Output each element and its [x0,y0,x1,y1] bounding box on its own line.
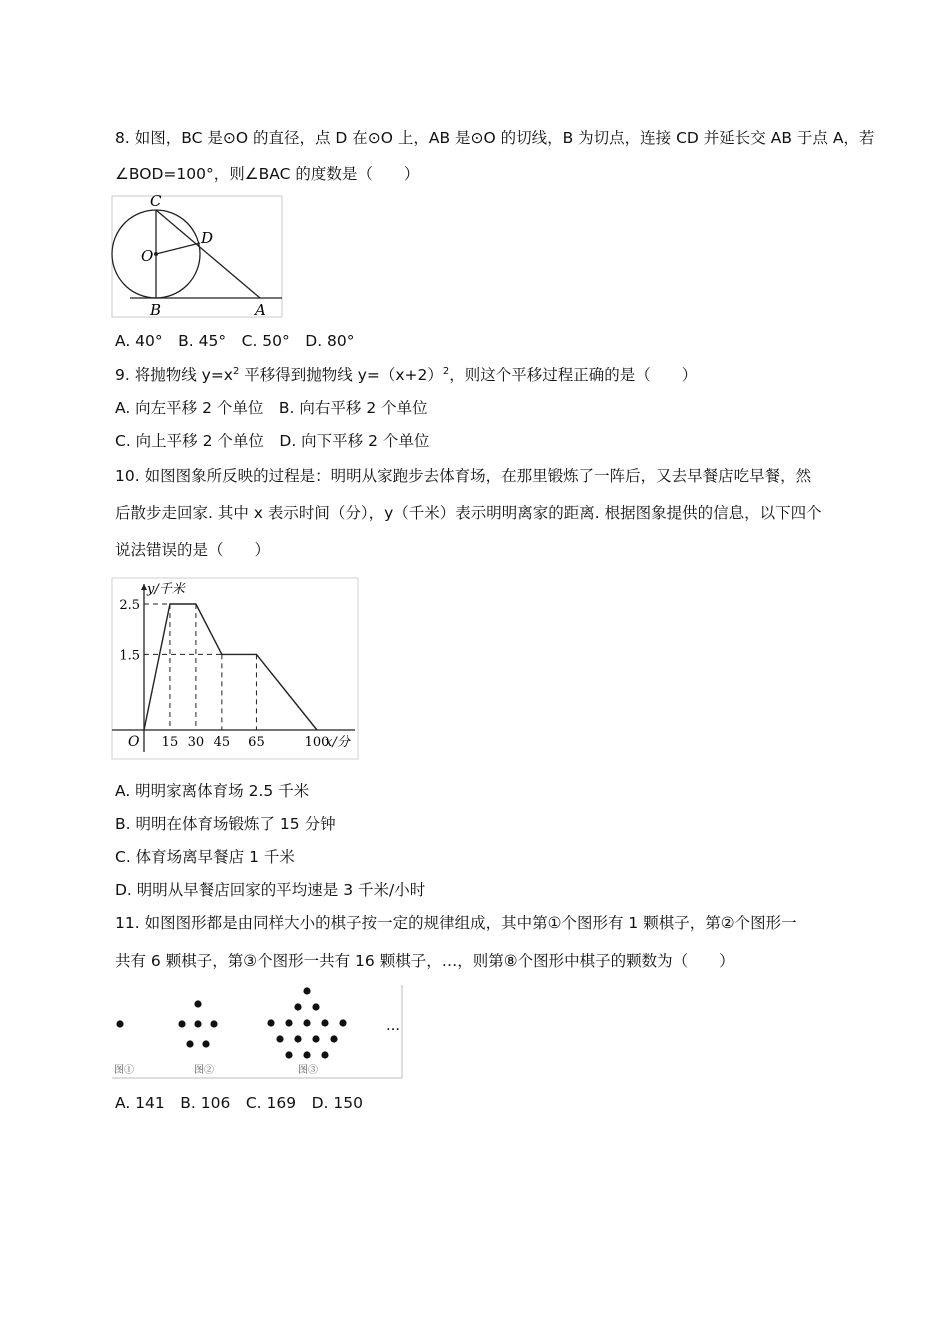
dot [178,1020,185,1027]
dot [186,1040,193,1047]
dot [312,1003,319,1010]
q10-option-a: A. 明明家离体育场 2.5 千米 [115,782,310,800]
q10-option-b: B. 明明在体育场锻炼了 15 分钟 [115,815,336,833]
dot [330,1035,337,1042]
chart-axes [112,584,355,752]
label-o: O [141,247,154,265]
y-axis-label: y/千米 [147,582,185,597]
caption-3: 图③ [298,1065,318,1076]
q11-stem-line1: 11. 如图图形都是由同样大小的棋子按一定的规律组成，其中第①个图形有 1 颗棋子，第②个图形一 [115,914,797,932]
q9-sup1: 2 [232,366,240,377]
caption-1: 图① [114,1065,134,1076]
q9-stem-b: 平移得到抛物线 y=（x+2） [239,366,443,384]
q8-options: A. 40° B. 45° C. 50° D. 80° [115,332,355,350]
q10-stem-line1: 10. 如图图象所反映的过程是：明明从家跑步去体育场，在那里锻炼了一阵后，又去早餐店吃早餐，然 [115,467,812,485]
dot [339,1019,346,1026]
dot [116,1020,123,1027]
pattern-1 [116,1020,123,1027]
dot [303,987,310,994]
chart-guide-lines [144,604,256,730]
q9-stem [115,365,697,385]
q11-options: A. 141 B. 106 C. 169 D. 150 [115,1094,363,1112]
q10-distance-time-chart [110,576,360,761]
dot [294,1035,301,1042]
x-tick-label: 100 [304,735,330,750]
chart-labels [119,582,351,750]
q10-stem-line3: 说法错误的是（ ） [115,541,271,559]
pattern-2 [178,1000,217,1047]
dot [194,1020,201,1027]
q8-stem-line1: 8. 如图，BC 是⊙O 的直径，点 D 在⊙O 上，AB 是⊙O 的切线，B 为切点，连接 CD 并延长交 AB 于点 A，若 [115,129,875,147]
y-tick-label: 2.5 [119,598,140,613]
chart-frame [112,578,358,759]
x-tick-label: 45 [213,735,231,750]
dot [321,1051,328,1058]
q9-sup2: 2 [442,366,450,377]
dot [267,1019,274,1026]
q9-stem-c: ，则这个平移过程正确的是（ ） [449,366,698,384]
q10-option-d: D. 明明从早餐店回家的平均速是 3 千米/小时 [115,881,426,899]
pattern-3 [267,987,346,1058]
dot [210,1020,217,1027]
q10-option-c: C. 体育场离早餐店 1 千米 [115,848,295,866]
origin-label: O [128,734,140,750]
q10-stem-line2: 后散步走回家. 其中 x 表示时间（分），y（千米）表示明明离家的距离. 根据图象提供的信息，以下四个 [115,504,822,522]
label-b: B [150,301,162,319]
label-a: A [255,301,266,319]
ellipsis: … [386,1018,400,1034]
y-tick-label: 1.5 [119,648,140,664]
q9-options-row1: A. 向左平移 2 个单位 B. 向右平移 2 个单位 [115,399,428,417]
dot [276,1035,283,1042]
dot [194,1000,201,1007]
dot [303,1019,310,1026]
q11-pattern-figure [110,983,405,1080]
q9-stem-a: 9. 将抛物线 y=x [115,366,233,384]
dot [285,1019,292,1026]
q9-options-row2: C. 向上平移 2 个单位 D. 向下平移 2 个单位 [115,432,430,450]
q8-circle-figure [110,194,285,319]
segment-od [156,243,200,254]
dot [202,1040,209,1047]
x-tick-label: 30 [187,735,205,750]
dot [312,1035,319,1042]
q11-stem-line2: 共有 6 颗棋子，第③个图形一共有 16 颗棋子，…，则第⑧个图形中棋子的颗数为（ ） [115,952,735,970]
label-c: C [150,194,162,210]
x-tick-label: 15 [161,735,179,750]
dot [321,1019,328,1026]
dot [303,1051,310,1058]
dot [285,1051,292,1058]
x-axis-label: x/分 [325,735,350,750]
line-ca [156,210,260,298]
x-tick-label: 65 [248,735,265,750]
label-d: D [201,229,214,247]
q8-stem-line2: ∠BOD=100°，则∠BAC 的度数是（ ） [115,165,420,183]
dot [294,1003,301,1010]
center-point [154,252,158,256]
caption-2: 图② [194,1065,214,1076]
